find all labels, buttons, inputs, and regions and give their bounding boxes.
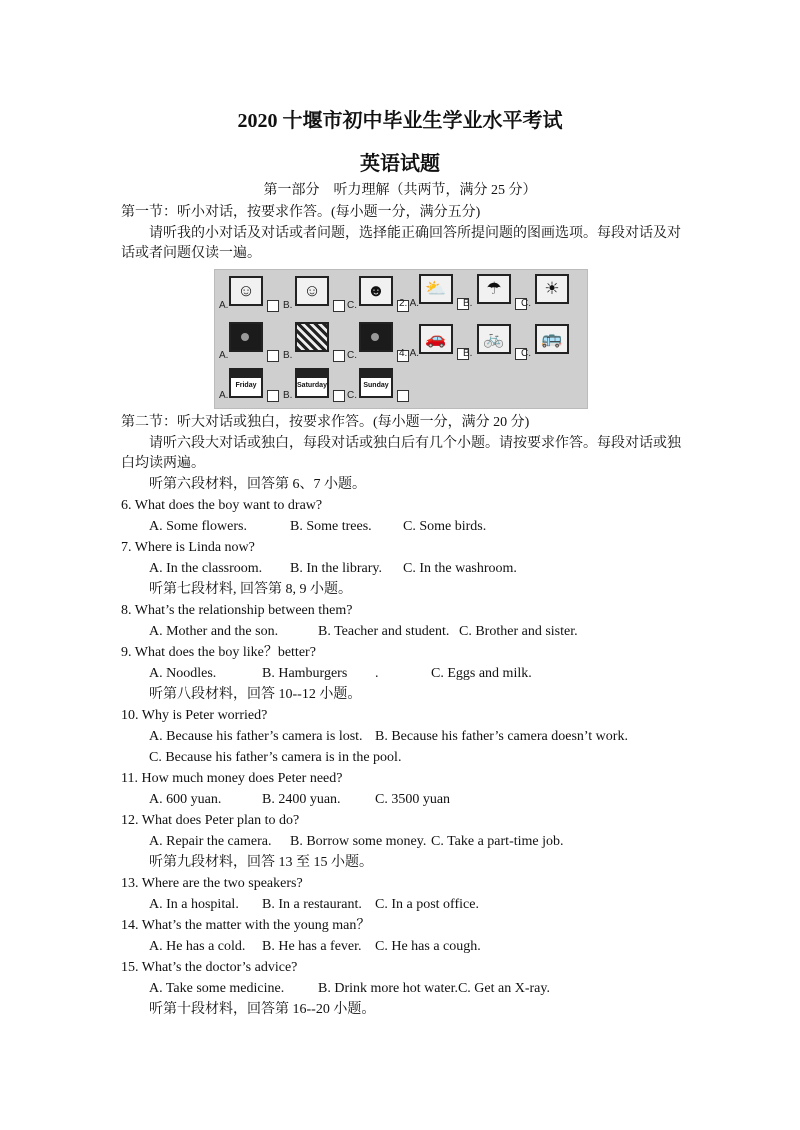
- calendar-saturday: Saturday: [295, 368, 329, 398]
- question-7-option-b: B. In the library.: [290, 561, 383, 576]
- answer-box: [333, 300, 345, 312]
- question-9-option-c: C. Eggs and milk.: [431, 666, 532, 681]
- question-12-option-b: B. Borrow some money.: [290, 834, 427, 849]
- question-13: 13. Where are the two speakers?: [121, 876, 303, 891]
- question-6-option-a: A. Some flowers.: [149, 519, 247, 534]
- material-6-note: 听第六段材料，回答第 6、7 小题。: [149, 477, 366, 492]
- part1-heading: 第一部分 听力理解（共两节，满分 25 分）: [263, 183, 537, 198]
- question-8-option-c: C. Brother and sister.: [459, 624, 578, 639]
- question-15: 15. What’s the doctor’s advice?: [121, 960, 298, 975]
- material-8-note: 听第八段材料，回答 10--12 小题。: [149, 687, 362, 702]
- question-13-option-c: C. In a post office.: [375, 897, 479, 912]
- question-14: 14. What’s the matter with the young man？: [121, 918, 371, 933]
- section2-heading: 第二节：听大对话或独白，按要求作答。(每小题一分，满分 20 分): [121, 415, 530, 430]
- weather-cloudy-sun-picture: [419, 274, 453, 304]
- question-14-option-b: B. He has a fever.: [262, 939, 362, 954]
- material-10-note: 听第十段材料，回答第 16--20 小题。: [149, 1002, 376, 1017]
- section2-instruction-1: 请听六段大对话或独白，每段对话或独白后有几个小题。请按要求作答。每段对话或独: [149, 436, 681, 451]
- weather-rain-picture: [477, 274, 511, 304]
- car-icon: 🚗: [425, 329, 447, 348]
- answer-box: [397, 390, 409, 402]
- bus-icon: 🚌: [541, 329, 563, 348]
- question-8-option-b: B. Teacher and student.: [318, 624, 450, 639]
- pattern-picture: [295, 322, 329, 352]
- police-picture: [359, 276, 393, 306]
- answer-box: [267, 390, 279, 402]
- question-7-option-c: C. In the washroom.: [403, 561, 517, 576]
- answer-box: [333, 350, 345, 362]
- section1-heading: 第一节：听小对话，按要求作答。(每小题一分，满分五分): [121, 205, 481, 220]
- material-9-note: 听第九段材料，回答 13 至 15 小题。: [149, 855, 373, 870]
- question-12-option-c: C. Take a part-time job.: [431, 834, 564, 849]
- exam-subtitle: 英语试题: [360, 153, 440, 175]
- answer-box: [333, 390, 345, 402]
- person-icon: ☺: [237, 281, 255, 300]
- person-icon: ☻: [367, 281, 385, 300]
- question-11: 11. How much money does Peter need?: [121, 771, 343, 786]
- section1-instruction-1: 请听我的小对话及对话或者问题，选择能正确回答所提问题的图画选项。每段对话及对: [149, 226, 681, 241]
- calendar-friday: Friday: [229, 368, 263, 398]
- night-picture: [229, 322, 263, 352]
- person-icon: ☺: [303, 281, 321, 300]
- question-10-option-b: B. Because his father’s camera doesn’t work.: [375, 729, 628, 744]
- question-11-option-a: A. 600 yuan.: [149, 792, 222, 807]
- answer-box: [267, 300, 279, 312]
- question-12-option-a: A. Repair the camera.: [149, 834, 272, 849]
- answer-box: [267, 350, 279, 362]
- question-15-option-bc: B. Drink more hot water.C. Get an X-ray.: [318, 981, 550, 996]
- question-13-option-a: A. In a hospital.: [149, 897, 239, 912]
- question-10: 10. Why is Peter worried?: [121, 708, 268, 723]
- bicycle-icon: 🚲: [483, 329, 505, 348]
- question-14-option-c: C. He has a cough.: [375, 939, 481, 954]
- question-6: 6. What does the boy want to draw?: [121, 498, 323, 513]
- question-8: 8. What’s the relationship between them?: [121, 603, 353, 618]
- rain-cloud-icon: ☂: [486, 279, 502, 298]
- bike-picture: [477, 324, 511, 354]
- exam-title: 2020 十堰市初中毕业生学业水平考试: [237, 110, 563, 132]
- material-7-note: 听第七段材料, 回答第 8, 9 小题。: [149, 582, 352, 597]
- crowd-picture: [359, 322, 393, 352]
- question-7-option-a: A. In the classroom.: [149, 561, 263, 576]
- question-9: 9. What does the boy like？better?: [121, 645, 316, 660]
- calendar-sunday: Sunday: [359, 368, 393, 398]
- question-15-option-a: A. Take some medicine.: [149, 981, 285, 996]
- weather-sunny-picture: [535, 274, 569, 304]
- car-picture: [419, 324, 453, 354]
- section1-instruction-2: 话或者问题仅读一遍。: [121, 246, 261, 261]
- question-9-option-b: B. Hamburgers: [262, 666, 348, 681]
- question-11-option-c: C. 3500 yuan: [375, 792, 451, 807]
- sun-cloud-icon: ⛅: [425, 279, 447, 298]
- question-14-option-a: A. He has a cold.: [149, 939, 246, 954]
- question-10-option-c: C. Because his father’s camera is in the pool.: [149, 750, 402, 765]
- question-9-option-a: A. Noodles.: [149, 666, 217, 681]
- sun-icon: ☀: [544, 279, 560, 298]
- question-10-option-a: A. Because his father’s camera is lost.: [149, 729, 363, 744]
- bus-picture: [535, 324, 569, 354]
- question-9-dot: .: [375, 666, 379, 681]
- listening-picture-figure: A. ☺ B. ☺ C. ☻ 2. A. ⛅ B. ☂ C. ☀ A. B. C. 4. A. 🚗 B. 🚲 C. 🚌 A. Friday B. Saturday C. Sunday: [214, 269, 588, 409]
- question-12: 12. What does Peter plan to do?: [121, 813, 300, 828]
- cook-picture: [229, 276, 263, 306]
- question-7: 7. Where is Linda now?: [121, 540, 255, 555]
- section2-instruction-2: 白均读两遍。: [121, 456, 205, 471]
- question-6-option-c: C. Some birds.: [403, 519, 487, 534]
- question-6-option-b: B. Some trees.: [290, 519, 372, 534]
- chef-picture: [295, 276, 329, 306]
- question-13-option-b: B. In a restaurant.: [262, 897, 362, 912]
- question-8-option-a: A. Mother and the son.: [149, 624, 279, 639]
- question-11-option-b: B. 2400 yuan.: [262, 792, 341, 807]
